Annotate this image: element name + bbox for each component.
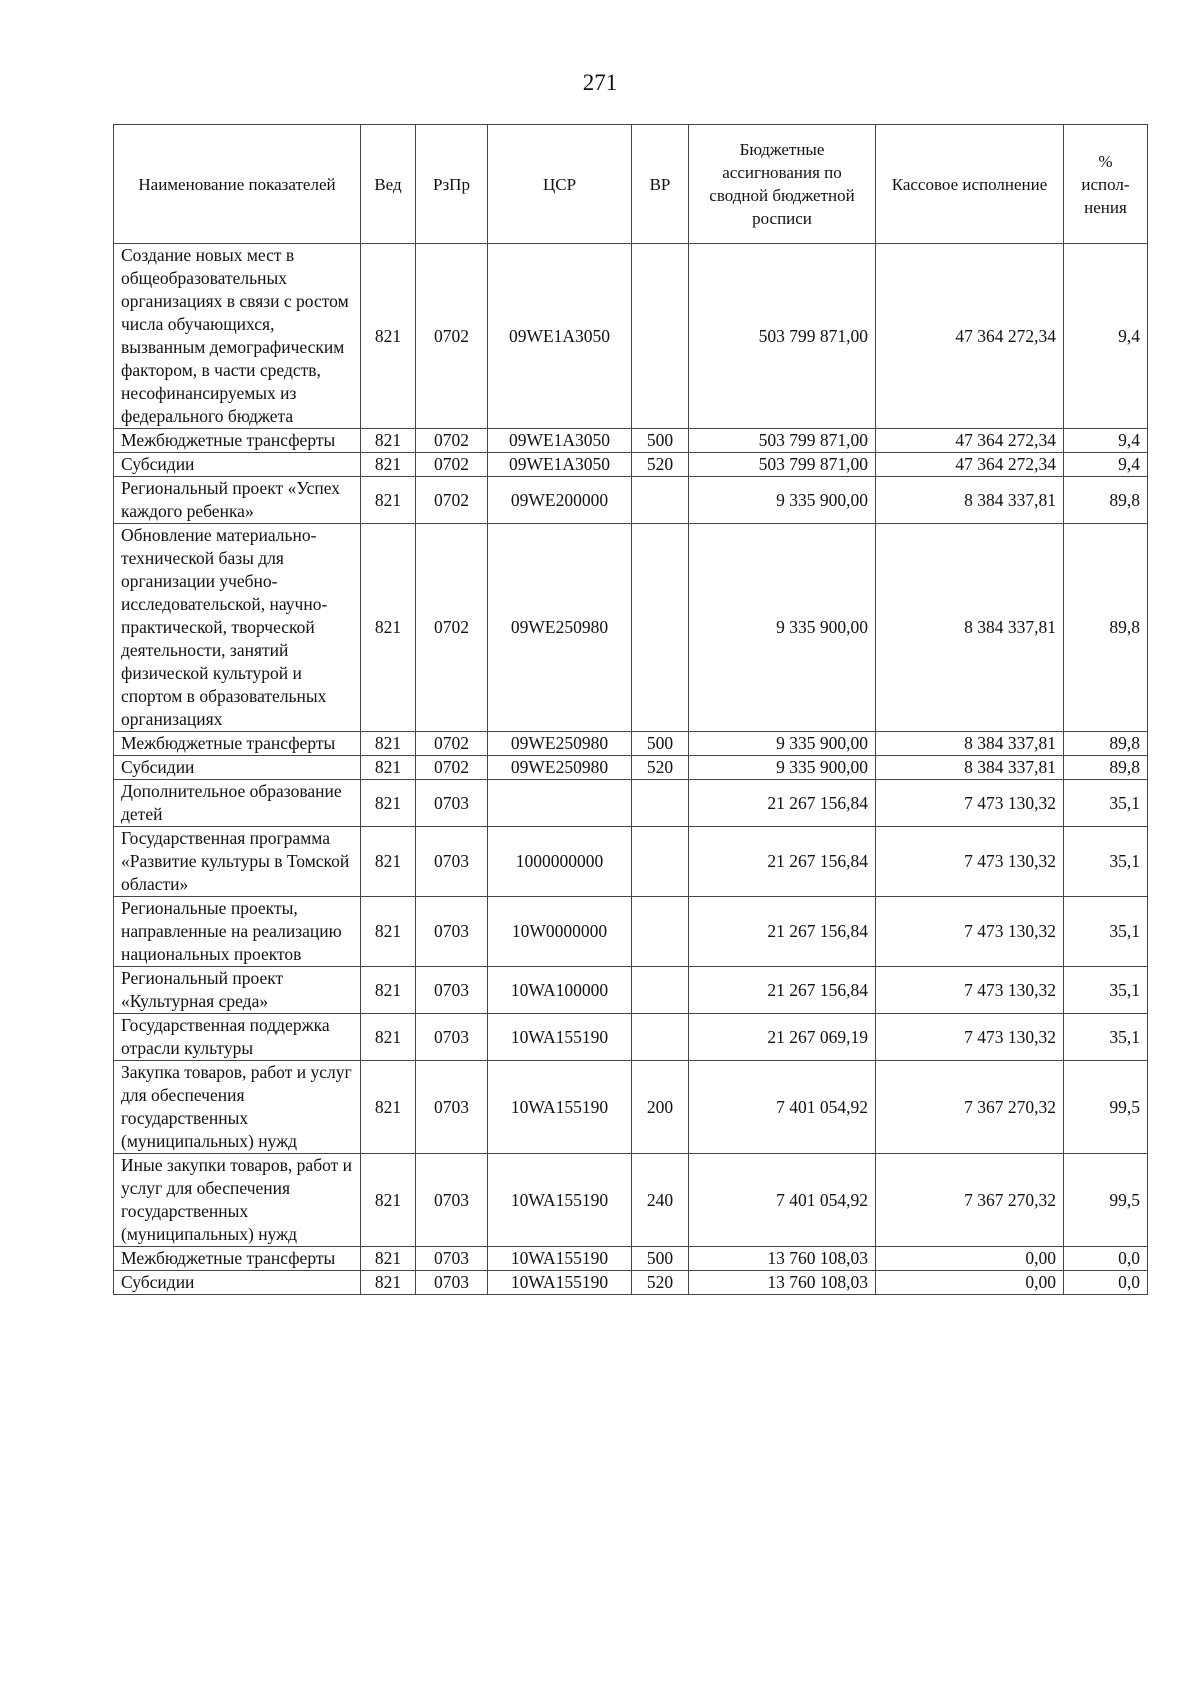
header-cash: Кассовое исполнение xyxy=(876,125,1064,244)
cell-cash: 8 384 337,81 xyxy=(876,732,1064,756)
cell-budget: 503 799 871,00 xyxy=(689,244,876,429)
cell-vr: 500 xyxy=(632,1247,689,1271)
header-budget: Бюджетные ассигнования по сводной бюджетной росписи xyxy=(689,125,876,244)
cell-percent: 89,8 xyxy=(1064,732,1148,756)
table-row xyxy=(114,477,1148,524)
table-row xyxy=(114,1061,1148,1154)
cell-vr xyxy=(632,780,689,827)
cell-vr: 520 xyxy=(632,756,689,780)
cell-ved: 821 xyxy=(361,967,416,1014)
cell-rzpr: 0703 xyxy=(416,827,488,897)
cell-csr: 09WE250980 xyxy=(488,756,632,780)
cell-budget: 13 760 108,03 xyxy=(689,1247,876,1271)
cell-name: Межбюджетные трансферты xyxy=(114,429,361,453)
cell-budget: 9 335 900,00 xyxy=(689,477,876,524)
cell-name: Государственная поддержка отрасли культуры xyxy=(114,1014,361,1061)
cell-csr: 09WE1A3050 xyxy=(488,244,632,429)
cell-budget: 503 799 871,00 xyxy=(689,453,876,477)
cell-budget: 9 335 900,00 xyxy=(689,756,876,780)
table-row xyxy=(114,897,1148,967)
cell-budget: 21 267 156,84 xyxy=(689,827,876,897)
cell-percent: 9,4 xyxy=(1064,429,1148,453)
cell-cash: 7 473 130,32 xyxy=(876,827,1064,897)
cell-name: Дополнительное образование детей xyxy=(114,780,361,827)
cell-cash: 47 364 272,34 xyxy=(876,453,1064,477)
cell-percent: 35,1 xyxy=(1064,780,1148,827)
cell-name: Субсидии xyxy=(114,1271,361,1295)
cell-cash: 47 364 272,34 xyxy=(876,244,1064,429)
cell-name: Региональный проект «Успех каждого ребенка» xyxy=(114,477,361,524)
cell-budget: 7 401 054,92 xyxy=(689,1061,876,1154)
cell-cash: 8 384 337,81 xyxy=(876,756,1064,780)
cell-csr: 10WA155190 xyxy=(488,1154,632,1247)
table-row xyxy=(114,756,1148,780)
cell-rzpr: 0703 xyxy=(416,967,488,1014)
header-vr: ВР xyxy=(632,125,689,244)
cell-name: Создание новых мест в общеобразовательных организациях в связи с ростом числа обучающихся, вызванным демографическим фактором, в части средств, несофинансируемых из федерального бюджета xyxy=(114,244,361,429)
cell-percent: 0,0 xyxy=(1064,1247,1148,1271)
table-row xyxy=(114,827,1148,897)
cell-vr: 500 xyxy=(632,429,689,453)
cell-budget: 9 335 900,00 xyxy=(689,732,876,756)
cell-rzpr: 0703 xyxy=(416,780,488,827)
cell-percent: 89,8 xyxy=(1064,756,1148,780)
cell-ved: 821 xyxy=(361,732,416,756)
cell-vr xyxy=(632,244,689,429)
cell-percent: 89,8 xyxy=(1064,477,1148,524)
cell-ved: 821 xyxy=(361,453,416,477)
cell-ved: 821 xyxy=(361,477,416,524)
cell-cash: 8 384 337,81 xyxy=(876,524,1064,732)
header-csr: ЦСР xyxy=(488,125,632,244)
cell-percent: 9,4 xyxy=(1064,453,1148,477)
header-ved: Вед xyxy=(361,125,416,244)
cell-vr xyxy=(632,524,689,732)
cell-name: Межбюджетные трансферты xyxy=(114,1247,361,1271)
cell-percent: 99,5 xyxy=(1064,1061,1148,1154)
cell-rzpr: 0703 xyxy=(416,1014,488,1061)
cell-name: Иные закупки товаров, работ и услуг для обеспечения государственных (муниципальных) нужд xyxy=(114,1154,361,1247)
cell-cash: 7 473 130,32 xyxy=(876,967,1064,1014)
cell-rzpr: 0702 xyxy=(416,244,488,429)
cell-vr: 500 xyxy=(632,732,689,756)
table-row xyxy=(114,453,1148,477)
cell-vr xyxy=(632,967,689,1014)
cell-csr: 09WE250980 xyxy=(488,524,632,732)
table-row xyxy=(114,1271,1148,1295)
cell-rzpr: 0703 xyxy=(416,897,488,967)
cell-csr xyxy=(488,780,632,827)
cell-vr xyxy=(632,827,689,897)
cell-percent: 35,1 xyxy=(1064,1014,1148,1061)
cell-vr xyxy=(632,1014,689,1061)
cell-rzpr: 0702 xyxy=(416,477,488,524)
cell-name: Субсидии xyxy=(114,756,361,780)
cell-rzpr: 0703 xyxy=(416,1247,488,1271)
cell-rzpr: 0703 xyxy=(416,1154,488,1247)
cell-vr: 240 xyxy=(632,1154,689,1247)
cell-cash: 7 473 130,32 xyxy=(876,1014,1064,1061)
table-body xyxy=(114,244,1148,1295)
cell-ved: 821 xyxy=(361,1014,416,1061)
cell-cash: 7 367 270,32 xyxy=(876,1154,1064,1247)
cell-cash: 0,00 xyxy=(876,1271,1064,1295)
header-percent-sign: % xyxy=(1098,151,1113,171)
cell-csr: 10W0000000 xyxy=(488,897,632,967)
cell-ved: 821 xyxy=(361,756,416,780)
cell-cash: 8 384 337,81 xyxy=(876,477,1064,524)
cell-vr: 520 xyxy=(632,1271,689,1295)
cell-budget: 21 267 156,84 xyxy=(689,967,876,1014)
cell-rzpr: 0702 xyxy=(416,756,488,780)
cell-csr: 1000000000 xyxy=(488,827,632,897)
cell-budget: 7 401 054,92 xyxy=(689,1154,876,1247)
cell-cash: 7 473 130,32 xyxy=(876,897,1064,967)
table-row xyxy=(114,1014,1148,1061)
table-row xyxy=(114,429,1148,453)
cell-budget: 21 267 156,84 xyxy=(689,897,876,967)
cell-name: Обновление материально-технической базы для организации учебно-исследовательской, научно-практической, творческой деятельности, занятий физической культурой и спортом в образовательных организациях xyxy=(114,524,361,732)
cell-rzpr: 0703 xyxy=(416,1061,488,1154)
cell-rzpr: 0703 xyxy=(416,1271,488,1295)
cell-budget: 503 799 871,00 xyxy=(689,429,876,453)
cell-budget: 9 335 900,00 xyxy=(689,524,876,732)
cell-ved: 821 xyxy=(361,780,416,827)
header-percent-line2: испол- xyxy=(1081,174,1130,194)
cell-percent: 9,4 xyxy=(1064,244,1148,429)
table-row xyxy=(114,524,1148,732)
cell-vr: 200 xyxy=(632,1061,689,1154)
cell-percent: 35,1 xyxy=(1064,827,1148,897)
cell-csr: 09WE1A3050 xyxy=(488,429,632,453)
cell-csr: 10WA155190 xyxy=(488,1061,632,1154)
header-percent-line3: нения xyxy=(1084,197,1127,217)
cell-budget: 21 267 069,19 xyxy=(689,1014,876,1061)
cell-cash: 0,00 xyxy=(876,1247,1064,1271)
cell-ved: 821 xyxy=(361,897,416,967)
cell-ved: 821 xyxy=(361,1247,416,1271)
table-row xyxy=(114,732,1148,756)
cell-ved: 821 xyxy=(361,1061,416,1154)
cell-name: Региональные проекты, направленные на реализацию национальных проектов xyxy=(114,897,361,967)
header-percent xyxy=(1064,125,1148,244)
cell-rzpr: 0702 xyxy=(416,732,488,756)
cell-csr: 10WA155190 xyxy=(488,1014,632,1061)
cell-cash: 7 367 270,32 xyxy=(876,1061,1064,1154)
cell-percent: 35,1 xyxy=(1064,967,1148,1014)
cell-cash: 47 364 272,34 xyxy=(876,429,1064,453)
cell-ved: 821 xyxy=(361,1271,416,1295)
header-name: Наименование показателей xyxy=(114,125,361,244)
cell-budget: 21 267 156,84 xyxy=(689,780,876,827)
cell-csr: 10WA155190 xyxy=(488,1271,632,1295)
page-number: 271 xyxy=(582,70,618,95)
cell-name: Государственная программа «Развитие культуры в Томской области» xyxy=(114,827,361,897)
cell-ved: 821 xyxy=(361,524,416,732)
cell-name: Субсидии xyxy=(114,453,361,477)
cell-rzpr: 0702 xyxy=(416,524,488,732)
cell-name: Закупка товаров, работ и услуг для обеспечения государственных (муниципальных) нужд xyxy=(114,1061,361,1154)
cell-csr: 09WE200000 xyxy=(488,477,632,524)
cell-ved: 821 xyxy=(361,244,416,429)
table-row xyxy=(114,1247,1148,1271)
cell-percent: 0,0 xyxy=(1064,1271,1148,1295)
cell-csr: 09WE1A3050 xyxy=(488,453,632,477)
cell-rzpr: 0702 xyxy=(416,429,488,453)
cell-vr: 520 xyxy=(632,453,689,477)
cell-csr: 10WA100000 xyxy=(488,967,632,1014)
cell-ved: 821 xyxy=(361,1154,416,1247)
cell-percent: 99,5 xyxy=(1064,1154,1148,1247)
table-row xyxy=(114,967,1148,1014)
cell-vr xyxy=(632,477,689,524)
cell-name: Региональный проект «Культурная среда» xyxy=(114,967,361,1014)
table-row xyxy=(114,1154,1148,1247)
cell-percent: 89,8 xyxy=(1064,524,1148,732)
cell-csr: 10WA155190 xyxy=(488,1247,632,1271)
cell-cash: 7 473 130,32 xyxy=(876,780,1064,827)
cell-name: Межбюджетные трансферты xyxy=(114,732,361,756)
cell-rzpr: 0702 xyxy=(416,453,488,477)
cell-percent: 35,1 xyxy=(1064,897,1148,967)
cell-ved: 821 xyxy=(361,429,416,453)
table-header-row xyxy=(114,125,1148,244)
cell-ved: 821 xyxy=(361,827,416,897)
cell-vr xyxy=(632,897,689,967)
table-row xyxy=(114,780,1148,827)
cell-csr: 09WE250980 xyxy=(488,732,632,756)
cell-budget: 13 760 108,03 xyxy=(689,1271,876,1295)
budget-execution-table xyxy=(113,124,1148,1295)
header-rzpr: РзПр xyxy=(416,125,488,244)
table-row xyxy=(114,244,1148,429)
